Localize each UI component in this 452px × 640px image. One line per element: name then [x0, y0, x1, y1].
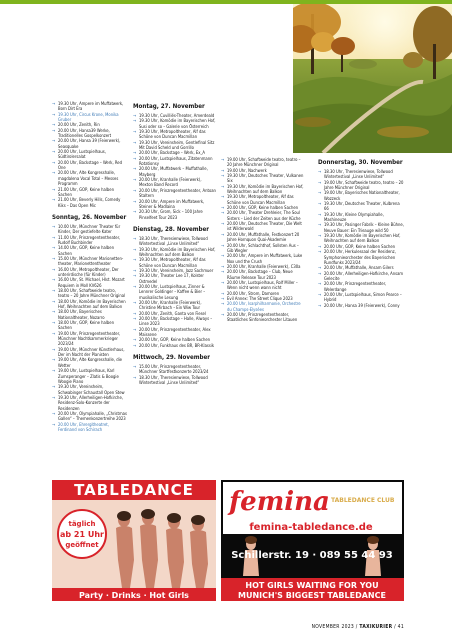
event-item: → 19.00 Uhr, Nachwerk: [221, 168, 306, 173]
event-item: → 20.00 Uhr, Kranhalle (Feierwerk), C30a: [221, 264, 306, 269]
event-item: → 19.30 Uhr, Vereinsheim, Jazz Sachmuer: [133, 268, 216, 273]
event-item: → 20.00 Uhr, Ampere im Muffatwerk, Luke Nox und the Crush: [221, 253, 306, 264]
event-item: → 19.30 Uhr, Komödie im Bayerischen Hof, Weihnachten auf dem Balkon: [318, 233, 404, 244]
event-item: → 20.00 Uhr, Backstage – Club, Neue Räume Release Tour 2023: [221, 269, 306, 280]
event-item: → 20.00 Uhr, Lustspielhaus, Zinner & Lennrer Goldinger – Kaffee & Bier – musikalische Lesung: [133, 284, 216, 300]
event-item: → 20.00 Uhr, Backstage – Werk, Ex_A: [133, 150, 216, 155]
event-item: → 20.30 Uhr, Grom, Sick – 100 Jahre Pinselfeet Tour 2023: [133, 209, 216, 220]
footer-page-number: / 41: [392, 624, 404, 630]
event-item: → 19.30 Uhr, Metropoltheater, Alf das Schöne von Duncan Macmillan: [221, 194, 306, 205]
femina-ad-address: Schillerstr. 19 · 089 55 44 93: [231, 550, 393, 561]
event-item: → 18.30 Uhr, Theresienwiese, Tollwood Wintertestival „Linse Unlimited“: [133, 375, 216, 386]
event-item: → 18.30 Uhr, Theresienwiese, Tollwood Wintertestival „Linse Unlimited“: [133, 236, 216, 247]
event-item: → 19.30 Uhr, Komödie im Bayerischen Hof, Susi oder so – Galerie von Österreich: [133, 118, 216, 129]
event-item: → 20.00 Uhr, Lustspielhaus, Südtirolersalat: [52, 149, 128, 160]
event-item: → 20.00 Uhr, Backstage – Werk, Red One: [52, 160, 128, 171]
femina-ad-art: [221, 480, 404, 601]
event-item: → 20.00 Uhr, Funkhaus des BR, BR-Klassik: [133, 343, 216, 348]
event-item: → 16.00 Uhr, Metropoltheater, Der unterirdische (für Kinder): [52, 267, 128, 278]
event-item: → 21.00 Uhr, Beverly Hills, Comedy Kiks – Das Open Mic: [52, 197, 128, 208]
event-item: → 20.00 Uhr, Schlachthof, Sollsten Aus – Gib Wegler: [221, 243, 306, 254]
femina-ad-claim-1: HOT GIRLS WAITING FOR YOU: [245, 581, 379, 590]
event-item: → 18.30 Uhr, Theresienwiese, Tollwood Wintertestival „Linse Unlimited“: [318, 169, 404, 180]
event-item: → 19.00 Uhr, Bayerisches Nationaltheater, Wozzeck: [318, 190, 404, 201]
event-item: → 20.00 Uhr, Prinzregententheater, Staatliches Sinfonieorchester Litauen: [221, 312, 306, 323]
event-item: → 20.00 Uhr, Muffatwerk – Muffathalle, Mayberg: [133, 166, 216, 177]
femina-ad-subtitle: TABLEDANCE CLUB: [331, 497, 395, 504]
events-column-2: [133, 103, 216, 385]
event-item: → 15.00 Uhr, Prinzregententheater, Münchner Startfestkonzerte 2023/24: [133, 364, 216, 375]
event-item: → 20.00 Uhr, Kranhalle (Feierwerk), Mexton Band Record: [133, 177, 216, 188]
event-item: → 20.00 Uhr, Allerheiligen-Hofkirche, Ansam Gelecite: [318, 271, 404, 282]
events-column-3: [221, 157, 306, 323]
event-item: → 20.00 Uhr, Ampere im Muffatwerk, Steiner & Madlaina: [133, 199, 216, 210]
event-item: → 18.00 Uhr, Bayerisches Nationaltheater, Nozarro: [52, 309, 128, 320]
event-item: → 19.30 Uhr, Deutsches Theater, Kulbrena 66: [318, 201, 404, 212]
event-item: → 19.30 Uhr, Ampere im Muffatwerk, Born Dirt Era: [52, 101, 128, 112]
event-item: → Evil Annex: The Street Clique 2023: [221, 296, 306, 301]
event-item: → 10.00 Uhr, Münchner Theater für Kinder, Der gestiefelte Kater: [52, 224, 128, 235]
park-photo-scene: [293, 4, 452, 153]
event-item: → 21.00 Uhr, GOP, Keine halben Sachen: [52, 187, 128, 198]
femina-ad[interactable]: [221, 480, 404, 601]
event-item: → 20.00 Uhr, Hansa 39 (Feierwerk), Seasquake: [52, 138, 128, 149]
event-item: → 19.30 Uhr, Komödie im Bayerischen Hof, Weihnachten auf dem Balkon: [133, 247, 216, 258]
footer-issue: NOVEMBER 2023 /: [311, 624, 360, 630]
event-item: → 19.00 Uhr, Schaftweide teatro, teatro – 20 Jahre Münchner Original: [221, 157, 306, 168]
event-item: → 20.00 Uhr, Olympiahalle, „Christmas Gallen“ – Themenkonzertreihe 2023: [52, 411, 128, 422]
event-item: → 19.30 Uhr, Vereinsheim, Gentlefinal Sitz Mit David Scheld und Gorrillo: [133, 140, 216, 151]
event-item: → 19.30 Uhr, Cuvilliés-Theater, Amerdeald: [133, 113, 216, 118]
event-item: → 11.00 Uhr, Prinzregententheater, Rudolf Buchbinder: [52, 235, 128, 246]
event-item: → 20.00 Uhr, Alte Kongresshalle, magdalena Vocal Total – Messes Programm: [52, 170, 128, 186]
event-item: → 19.30 Uhr, Metropoltheater, Alf das Schöne von Duncan Macmillan: [133, 129, 216, 140]
tabledance-ad-tagline: Party · Drinks · Hot Girls: [79, 591, 189, 600]
event-item: → 19.30 Uhr, Kleine Olympiahalle, Mashineuze: [318, 212, 404, 223]
page-footer: [312, 624, 404, 630]
event-item: → 19.00 Uhr, Prinzregententheater, Münchner Nachtkammerkrieger 2023/24: [52, 331, 128, 347]
event-item: → 20.00 Uhr, Backstage – Halle, Always – Linse 2023: [133, 316, 216, 327]
event-item: → 20.00 Uhr, GOP, Keine halben Sachen: [318, 244, 404, 249]
event-item: → 20.00 Uhr, Prinzregententheater, Welerdange: [318, 281, 404, 292]
day-heading: Mittwoch, 29. November: [133, 354, 211, 362]
event-item: → 20.00 Uhr, Deutsches Theater, Die Welt ist Wilderwald: [221, 221, 306, 232]
day-heading: Sonntag, 26. November: [52, 213, 127, 221]
event-item: → 19.30 Uhr, Komödie im Bayerischen Hof, Weihnachten auf dem Balkon: [221, 184, 306, 195]
event-item: → 20.00 Uhr, GOP, Keine halben Sachen: [221, 205, 306, 210]
event-item: → 20.00 Uhr, Herkulessaal der Residenz, Symphonieorchester des Bayerischen Rundfunks 2023/24: [318, 249, 404, 265]
tabledance-ad-daily-1: täglich: [68, 520, 96, 528]
event-item: → 20.00 Uhr, Lustspielhaus, Simon Pearce – Hybrid: [318, 292, 404, 303]
event-item: → 18.00 Uhr, Komödie im Bayerischen Hof, Weihnachten auf dem Balkon: [52, 299, 128, 310]
event-item: → 19.30 Uhr, Allerheiligen-Hofkirche, Residenz-Solo-Konzerte der Residenzen: [52, 395, 128, 411]
tabledance-ad-art: [52, 480, 216, 601]
event-item: → 19.30 Uhr, Theater Lee 17, Kolster Ostmedel: [133, 273, 216, 284]
footer-publication: TAXIKURIER: [359, 624, 393, 630]
tabledance-ad-daily-3: geöffnet: [65, 541, 99, 549]
event-item: → 19.30 Uhr, Pasinger Fabrik – Kleine Bühne, Neuve Bauer: Ein Trieauge wild 50: [318, 222, 404, 233]
event-item: → 19.00 Uhr, Lustspielhaus, Karl Zumsperanger – Zlatis & Boogie Woogie Piano: [52, 368, 128, 384]
events-column-4: [318, 159, 404, 308]
tabledance-ad-daily-2: ab 21 Uhr: [60, 530, 104, 539]
event-item: → 20.00 Uhr, Hansa 39 (Feierwerk), Conny: [318, 303, 404, 308]
event-item: → 14.00 Uhr, GOP, Keine halben Sachen: [52, 245, 128, 256]
event-item: → 15.00 Uhr, Münchner Marionetten-theater, Marionettentheater: [52, 256, 128, 267]
femina-ad-claim-2: MUNICH'S BIGGEST TABLEDANCE: [238, 591, 386, 600]
event-item: → 20.00 Uhr, GOP, Keine halben Sachen: [133, 337, 216, 342]
tabledance-ad[interactable]: [52, 480, 216, 601]
event-item: → 19.00 Uhr, Schaftweide teatro, teatro – 20 Jahre Münchner Original: [318, 180, 404, 191]
event-item: → 19.30 Uhr, Deutsches Theater, Vulkanen Six: [221, 173, 306, 184]
event-item: → 20.00 Uhr, Lustspielhaus, Zitatenmann Rotationsy: [133, 156, 216, 167]
event-item: → 18.00 Uhr, Schaftweide teatro, teatro – 20 Jahre Münchner Original: [52, 288, 128, 299]
event-item-highlight: → 20.00 Uhr, Ehrergitheatret, Ferdinand von Schirach: [52, 422, 128, 433]
event-item: → 16.00 Uhr, St. Michael, Hlst. Mozart Requiem in Moll KV626: [52, 277, 128, 288]
event-item: → 20.00 Uhr, Kranhalle (Feierwerk), Christine Mirbach – Ein Wiw Tour: [133, 300, 216, 311]
event-item: → 19.30 Uhr, Vereinsheim, Schwabinger Schaustall Open Stew: [52, 384, 128, 395]
events-column-1: [52, 101, 128, 432]
event-item: → 20.00 Uhr, Theater Drehleier, The Soul Sisters – Lied der Zeiten aus der Küche: [221, 210, 306, 221]
event-item: → 19.00 Uhr, Alte Kongresshalle, die Wetter: [52, 357, 128, 368]
event-item-highlight: → 19.30 Uhr, Circus Krone, Monika Gruber: [52, 112, 128, 123]
event-item: → 20.00 Uhr, Lustspielhaus, Rolf Miller – Wenn nicht wenn wann nicht: [221, 280, 306, 291]
femina-ad-brand: femina: [229, 487, 330, 517]
tabledance-ad-brand: TABLEDANCE: [74, 481, 194, 499]
event-item: → 20.00 Uhr, Zenith, Rin: [52, 122, 128, 127]
day-heading: Dienstag, 28. November: [133, 225, 210, 233]
event-item: → 19.30 Uhr, Metropoltheater, Alf das Schöne von Duncan Macmillan: [133, 257, 216, 268]
event-item: → 20.00 Uhr, Muffathalle, Ansam Gilers: [318, 265, 404, 270]
event-item: → 18.00 Uhr, GOP, Keine halben Sachen: [52, 320, 128, 331]
day-heading: Donnerstag, 30. November: [318, 159, 403, 166]
park-photo: [293, 4, 452, 153]
event-item: → 20.00 Uhr, Prinzregententheater, Alex Maissene: [133, 327, 216, 338]
event-item: → 20.00 Uhr, Muffathalle, Festkonzert 20 Jahre Hornquon Quai-Akademie: [221, 232, 306, 243]
event-item: → 20.00 Uhr, Zenith, Ganta von Fiesel: [133, 311, 216, 316]
femina-ad-url: femina-tabledance.de: [249, 522, 373, 533]
event-item: → 20.00 Uhr, Hansa39 Werke, Traditionelles Gospelkonzert: [52, 128, 128, 139]
event-item: → 20.00 Uhr, Strom, Damoren: [221, 291, 306, 296]
event-item: → 20.00 Uhr, Prinzregententheater, Antoan Staltern: [133, 188, 216, 199]
event-item-highlight: → 20.00 Uhr, Isarphilharmonie, Orchestre du Champs-Elysées: [221, 301, 306, 312]
day-heading: Montag, 27. November: [133, 103, 205, 110]
event-item: → 19.00 Uhr, Münchner Künstlerhaus, Der im Nacht der Planisten: [52, 347, 128, 358]
